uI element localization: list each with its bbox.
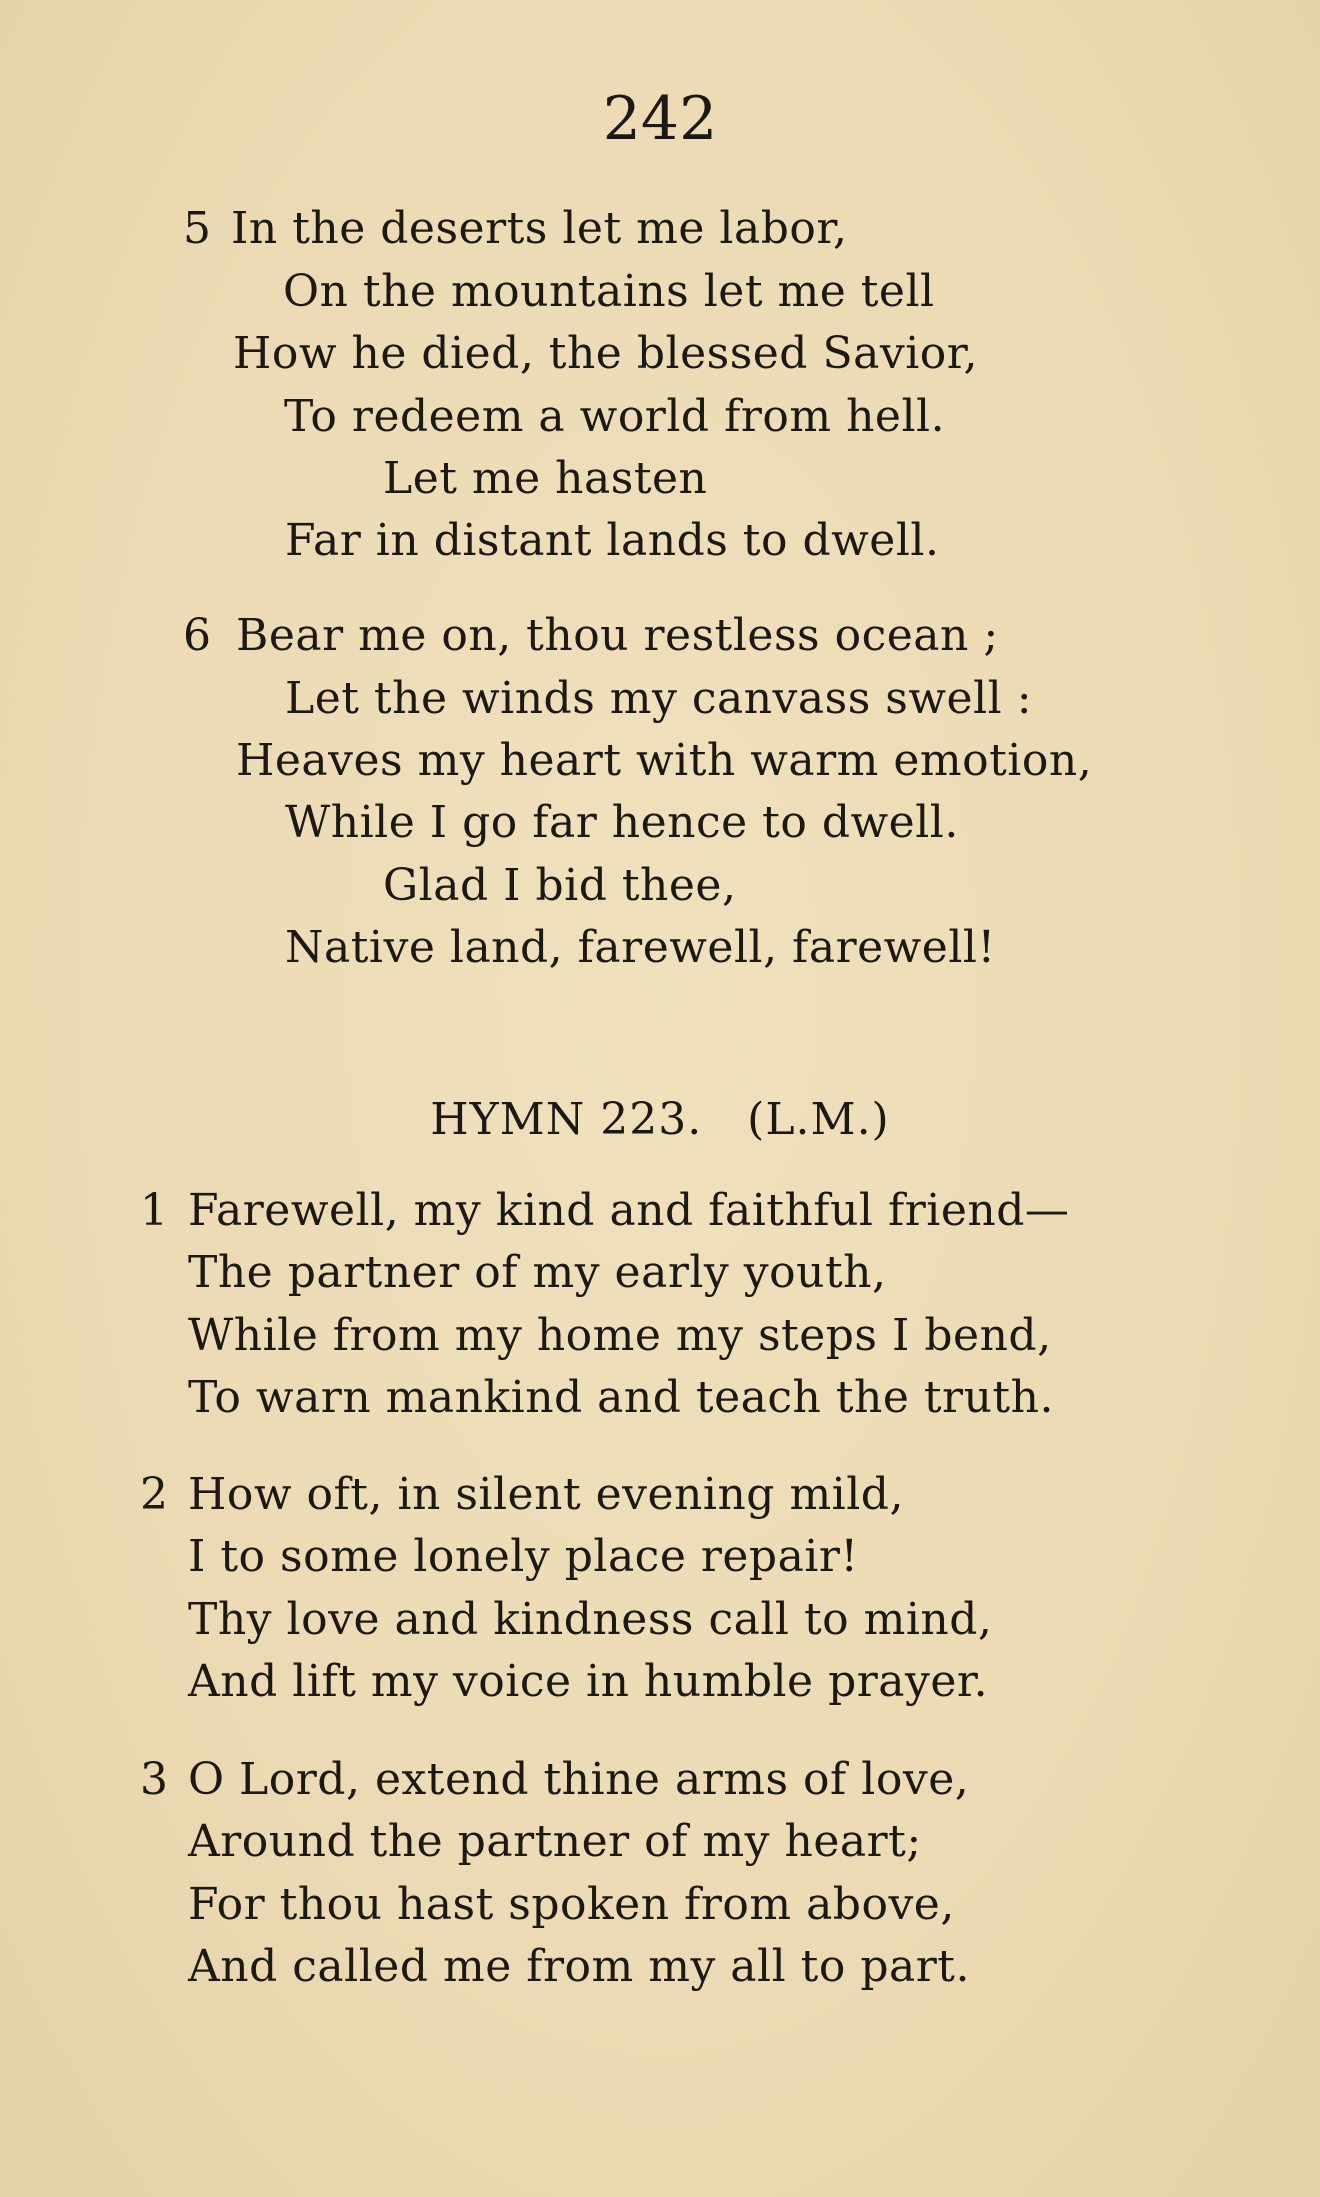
verse-line: Farewell, my kind and faithful friend— — [188, 1185, 1070, 1236]
verse-number: 2 — [140, 1469, 168, 1520]
verse-line: The partner of my early youth, — [188, 1247, 887, 1298]
verse-number: 6 — [183, 610, 211, 661]
verse-number: 3 — [140, 1754, 168, 1805]
verse-line: Bear me on, thou restless ocean ; — [236, 610, 999, 661]
verse-line: Heaves my heart with warm emotion, — [236, 735, 1093, 786]
verse-line: For thou hast spoken from above, — [188, 1879, 955, 1930]
verse-line: And lift my voice in humble prayer. — [188, 1656, 989, 1707]
verse-number: 1 — [140, 1185, 168, 1236]
verse-line: To redeem a world from hell. — [284, 391, 946, 442]
verse-line: Thy love and kindness call to mind, — [188, 1594, 993, 1645]
page-number: 242 — [602, 84, 718, 154]
verse-line: Far in distant lands to dwell. — [285, 515, 940, 566]
verse-line: To warn mankind and teach the truth. — [188, 1372, 1054, 1423]
verse-line: Let me hasten — [383, 453, 708, 504]
verse-line: How oft, in silent evening mild, — [188, 1469, 904, 1520]
verse-line: In the deserts let me labor, — [231, 203, 848, 254]
verse-line: Let the winds my canvass swell : — [285, 673, 1033, 724]
verse-line: How he died, the blessed Savior, — [233, 328, 978, 379]
verse-line: Around the partner of my heart; — [188, 1816, 922, 1867]
verse-line: Glad I bid thee, — [383, 860, 737, 911]
hymn-title: HYMN 223. (L.M.) — [430, 1094, 890, 1145]
verse-line: On the mountains let me tell — [283, 266, 935, 317]
verse-line: While I go far hence to dwell. — [285, 797, 959, 848]
verse-line: Native land, farewell, farewell! — [285, 922, 996, 973]
verse-number: 5 — [183, 203, 211, 254]
verse-line: While from my home my steps I bend, — [188, 1310, 1052, 1361]
verse-line: And called me from my all to part. — [188, 1941, 970, 1992]
verse-line: O Lord, extend thine arms of love, — [188, 1754, 970, 1805]
verse-line: I to some lonely place repair! — [188, 1531, 859, 1582]
